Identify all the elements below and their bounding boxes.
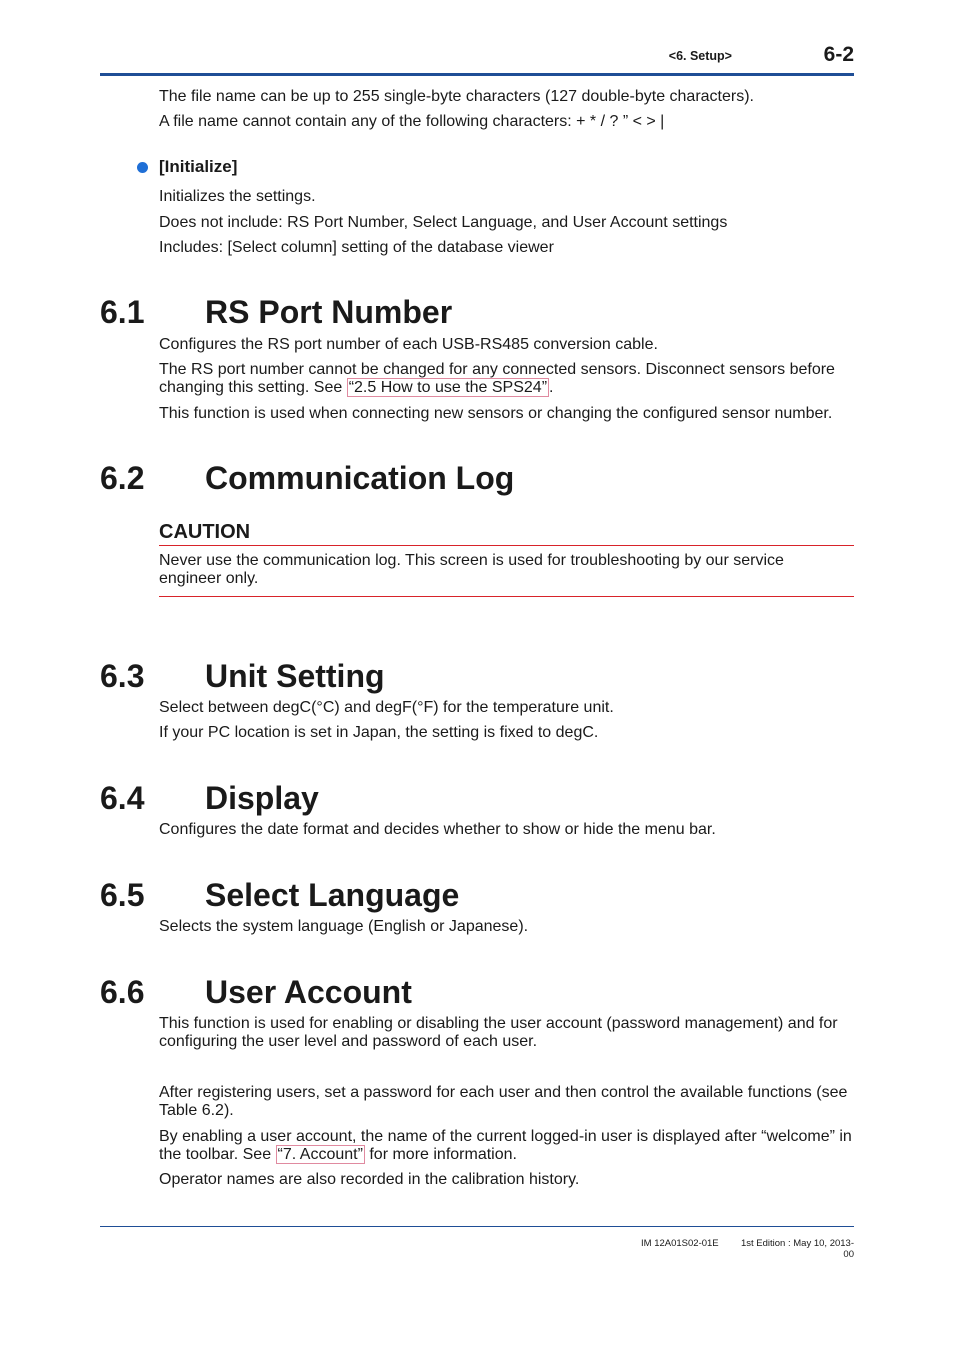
initialize-heading: [Initialize] [159,157,238,176]
footer-rule [100,1226,854,1227]
section-number: 6.4 [100,780,145,816]
initialize-line-1: Initializes the settings. [159,188,316,205]
s65-para-1: Selects the system language (English or Japanese). [159,918,529,935]
s61-para-3: This function is used when connecting new sensors or changing the configured sensor number. [159,405,833,422]
running-header: <6. Setup> [668,49,732,63]
section-number: 6.2 [100,460,145,496]
section-title: Communication Log [205,460,515,496]
caution-top-rule [159,545,854,546]
s61-para-2 [159,361,855,397]
s63-para-2: If your PC location is set in Japan, the setting is fixed to degC. [159,724,599,741]
section-title: Select Language [205,877,460,913]
initialize-line-3: Includes: [Select column] setting of the database viewer [159,239,554,256]
page-number: 6-2 [823,43,854,66]
document-id: IM 12A01S02-01E [641,1238,719,1249]
section-title: Display [205,780,319,816]
caution-title: CAUTION [159,521,251,543]
s66-para-4: Operator names are also recorded in the calibration history. [159,1171,580,1188]
s63-para-1: Select between degC(°C) and degF(°F) for the temperature unit. [159,699,614,716]
cross-reference-link[interactable]: “2.5 How to use the SPS24” [348,379,548,396]
s66-para-1: This function is used for enabling or disabling the user account (password management) and for configuring the user level and password of each user. [159,1015,838,1050]
section-number: 6.1 [100,294,145,330]
edition-date: 1st Edition : May 10, 2013-00 [740,1238,854,1260]
section-title: RS Port Number [205,294,453,330]
initialize-line-2: Does not include: RS Port Number, Select Language, and User Account settings [159,214,728,231]
s61-para-2-end: . [549,379,554,396]
section-number: 6.6 [100,974,145,1010]
bullet-icon [137,162,148,173]
s64-para-1: Configures the date format and decides whether to show or hide the menu bar. [159,821,716,838]
section-number: 6.5 [100,877,145,913]
s66-para-3 [159,1128,855,1164]
s66-para-2: After registering users, set a password for each user and then control the available functions (see Table 6.2). [159,1084,848,1119]
section-title: User Account [205,974,412,1010]
cross-reference-link[interactable]: “7. Account” [277,1146,363,1163]
s66-para-3-text: By enabling a user account, the name of the current logged-in user is displayed after “welcome” in the toolbar. See [159,1128,852,1163]
section-title: Unit Setting [205,658,385,694]
s66-para-3-end: for more information. [364,1146,517,1163]
header-rule [100,73,854,76]
s61-para-2-text: The RS port number cannot be changed for any connected sensors. Disconnect sensors before changing this setting. See [159,361,835,396]
caution-bottom-rule [159,596,854,597]
caution-text: Never use the communication log. This screen is used for troubleshooting by our service engineer only. [159,552,784,587]
s61-para-1: Configures the RS port number of each USB-RS485 conversion cable. [159,336,658,353]
intro-line-1: The file name can be up to 255 single-byte characters (127 double-byte characters). [159,88,754,105]
intro-line-2: A file name cannot contain any of the following characters: + * / ? ” < > | [159,113,665,130]
section-number: 6.3 [100,658,145,694]
